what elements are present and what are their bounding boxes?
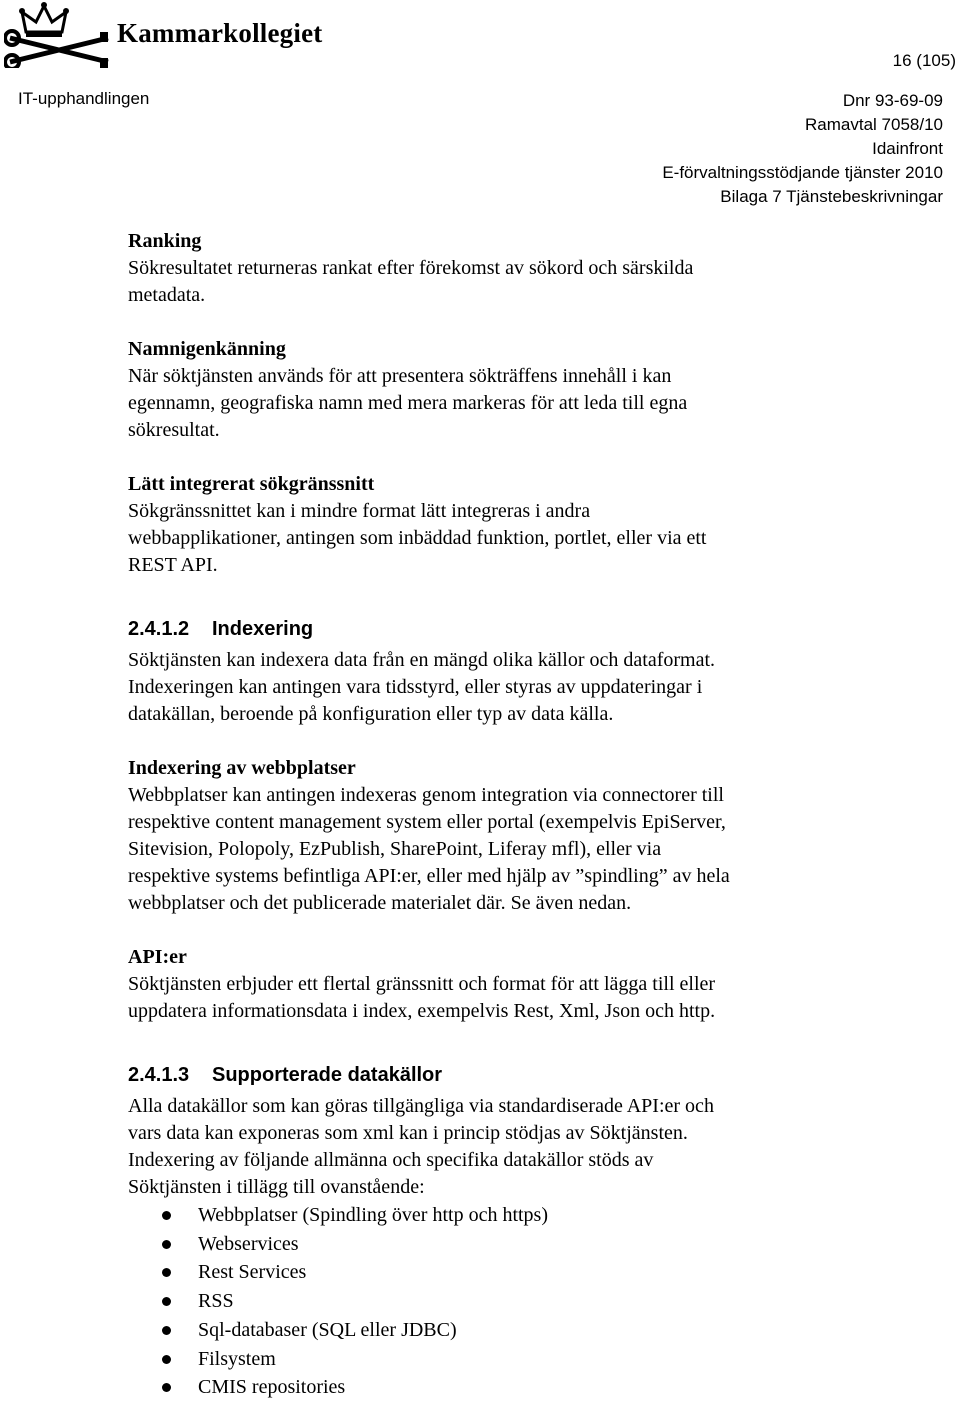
list-item [128, 1287, 928, 1316]
text-line: webbplatser och det publicerade materialet där. Se även nedan. [128, 892, 632, 914]
list-item [128, 1201, 928, 1230]
list-item [128, 1345, 928, 1374]
list-item [128, 1316, 928, 1345]
list-item [128, 1230, 928, 1259]
text-line: Sitevision, Polopoly, EzPublish, SharePoint, Liferay mfl), eller via [128, 838, 662, 860]
text-line: Sökresultatet returneras rankat efter förekomst av sökord och särskilda [128, 257, 694, 279]
section-number: 2.4.1.2 [128, 618, 190, 640]
datakallor-list [128, 1201, 928, 1402]
section-title: Supporterade datakällor [212, 1064, 443, 1086]
crown-keys-emblem-icon [4, 2, 116, 68]
list-item [128, 1258, 928, 1287]
section-heading-indexering [128, 616, 928, 643]
text-line: Sökgränssnittet kan i mindre format lätt integreras i andra [128, 500, 591, 522]
text-line: uppdatera informationsdata i index, exempelvis Rest, Xml, Json och http. [128, 1000, 716, 1022]
text-line: Webbplatser kan antingen indexeras genom integration via connectorer till [128, 784, 724, 806]
bullet-icon [162, 1211, 171, 1220]
text-line: REST API. [128, 554, 218, 576]
paragraph-indexering [128, 647, 928, 728]
section-title: Indexering [212, 618, 314, 640]
bullet-icon [162, 1240, 171, 1249]
text-line: Alla datakällor som kan göras tillgängliga via standardiserade API:er och [128, 1095, 714, 1117]
text-line: Söktjänsten kan indexera data från en mängd olika källor och dataformat. [128, 649, 716, 671]
paragraph-apier [128, 944, 928, 1025]
list-item [128, 1373, 928, 1402]
text-line: Söktjänsten i tillägg till ovanstående: [128, 1176, 425, 1198]
paragraph-latt-integrerat [128, 471, 928, 579]
paragraph-title: Indexering av webbplatser [128, 757, 356, 779]
paragraph-title: API:er [128, 946, 187, 968]
bullet-icon [162, 1326, 171, 1335]
header-left-title: IT-upphandlingen [18, 89, 150, 108]
paragraph-title: Ranking [128, 230, 202, 252]
text-line: Söktjänsten erbjuder ett flertal gränssnitt och format för att lägga till eller [128, 973, 716, 995]
bullet-icon [162, 1268, 171, 1277]
list-item-label: RSS [198, 1290, 234, 1313]
paragraph-title: Lätt integrerat sökgränssnitt [128, 473, 375, 495]
text-line: datakällan, beroende på konfiguration eller typ av data källa. [128, 703, 614, 725]
header-supplier: Idainfront [872, 139, 943, 158]
text-line: egennamn, geografiska namn med mera markeras för att leda till egna [128, 392, 688, 414]
text-line: Indexering av följande allmänna och specifika datakällor stöds av [128, 1149, 654, 1171]
header-reference-block [662, 89, 943, 209]
text-line: Indexeringen kan antingen vara tidsstyrd, eller styras av uppdateringar i [128, 676, 703, 698]
bullet-icon [162, 1297, 171, 1306]
kammarkollegiet-logo [4, 2, 334, 68]
header-dnr: Dnr 93-69-09 [842, 91, 943, 110]
list-item-label: CMIS repositories [198, 1376, 346, 1399]
bullet-icon [162, 1383, 171, 1392]
list-item-label: Webservices [198, 1232, 299, 1255]
bullet-icon [162, 1355, 171, 1364]
paragraph-namnigenkanning [128, 336, 928, 444]
list-item-label: Rest Services [198, 1261, 307, 1284]
text-line: metadata. [128, 284, 206, 306]
text-line: vars data kan exponeras som xml kan i princip stödjas av Söktjänsten. [128, 1122, 688, 1144]
paragraph-supporterade [128, 1093, 928, 1201]
header-agreement-area: E-förvaltningsstödjande tjänster 2010 [662, 163, 943, 182]
section-heading-supporterade-datakallor [128, 1062, 928, 1089]
list-item-label: Webbplatser (Spindling över http och https) [198, 1204, 548, 1226]
list-item-label: Sql-databaser (SQL eller JDBC) [198, 1318, 457, 1341]
document-body [128, 228, 928, 1402]
text-line: webbapplikationer, antingen som inbäddad funktion, portlet, eller via ett [128, 527, 707, 549]
list-item-label: Filsystem [198, 1347, 276, 1370]
header-appendix: Bilaga 7 Tjänstebeskrivningar [720, 187, 943, 206]
text-line: När söktjänsten används för att presentera sökträffens innehåll i kan [128, 365, 672, 387]
text-line: sökresultat. [128, 419, 220, 441]
paragraph-title: Namnigenkänning [128, 338, 286, 360]
paragraph-indexering-webbplatser [128, 755, 928, 917]
paragraph-ranking [128, 228, 928, 309]
page-number: 16 (105) [892, 51, 956, 70]
text-line: respektive content management system eller portal (exempelvis EpiServer, [128, 811, 726, 833]
header-ramavtal: Ramavtal 7058/10 [805, 115, 943, 134]
section-number: 2.4.1.3 [128, 1064, 190, 1086]
text-line: respektive systems befintliga API:er, eller med hjälp av ”spindling” av hela [128, 865, 730, 887]
logo-wordmark: Kammarkollegiet [117, 18, 323, 48]
